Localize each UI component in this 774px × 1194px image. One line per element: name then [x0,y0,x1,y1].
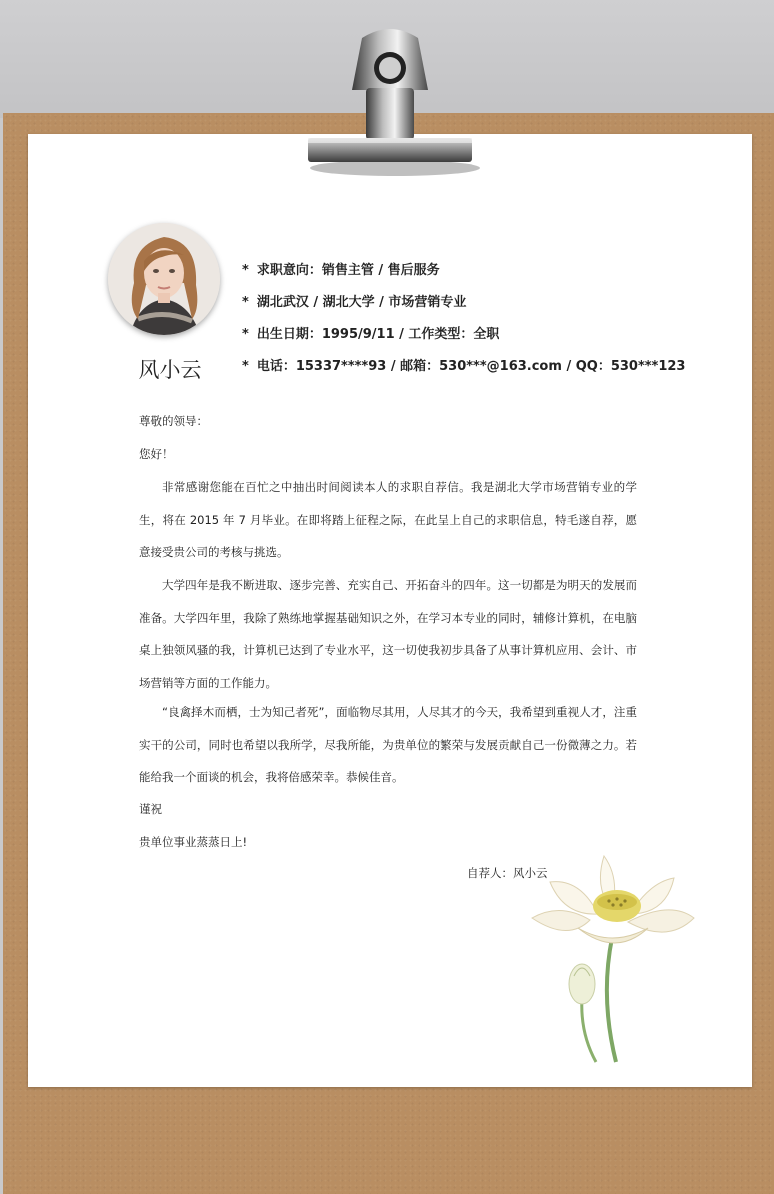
bullet-star: * [242,359,249,374]
letter-paragraph-1: 非常感谢您能在百忙之中抽出时间阅读本人的求职自荐信。我是湖北大学市场营销专业的学生，将在 2015 年 7 月毕业。在即将踏上征程之际，在此呈上自己的求职信息，特毛遂自荐，愿意接受贵公司的考核与挑选。 [139,480,637,560]
letter-paragraph-3: “良禽择木而栖，士为知己者死”，面临物尽其用，人尽其才的今天，我希望到重视人才，注重实干的公司，同时也希望以我所学，尽我所能，为贵单位的繁荣与发展贡献自己一份微薄之力。若能给我一个面谈的机会，我将倍感荣幸。恭候佳音。 [139,705,637,785]
bullet-star: * [242,295,249,310]
info-line-intention [242,259,440,278]
binder-clip-icon [300,20,480,180]
info-text: 出生日期：1995/9/11 / 工作类型：全职 [256,327,500,342]
avatar [108,223,220,335]
applicant-name: 风小云 [138,358,202,382]
letter-closing: 谨祝 [139,802,162,816]
bullet-star: * [242,327,249,342]
letter-signature: 自荐人：风小云 [467,866,548,880]
letter-greeting: 您好！ [139,447,174,461]
info-text: 电话：15337****93 / 邮箱：530***@163.com / QQ：530***123 [256,359,686,374]
letter-wish: 贵单位事业蒸蒸日上! [139,835,248,849]
letter-paragraph-2: 大学四年是我不断进取、逐步完善、充实自己、开拓奋斗的四年。这一切都是为明天的发展而准备。大学四年里，我除了熟练地掌握基础知识之外，在学习本专业的同时，辅修计算机，在电脑桌上独领风骚的我，计算机已达到了专业水平，这一切使我初步具备了从事计算机应用、会计、市场营销等方面的工作能力。 [139,578,637,691]
info-line-birth [242,323,499,342]
portrait-icon [108,223,220,335]
info-text: 求职意向：销售主管 / 售后服务 [256,263,440,278]
bullet-star: * [242,263,249,278]
info-line-contact [242,355,685,374]
letter-salutation: 尊敬的领导： [139,414,208,428]
lotus-flower-icon [520,848,710,1068]
info-line-education [242,291,466,310]
info-text: 湖北武汉 / 湖北大学 / 市场营销专业 [256,295,467,310]
